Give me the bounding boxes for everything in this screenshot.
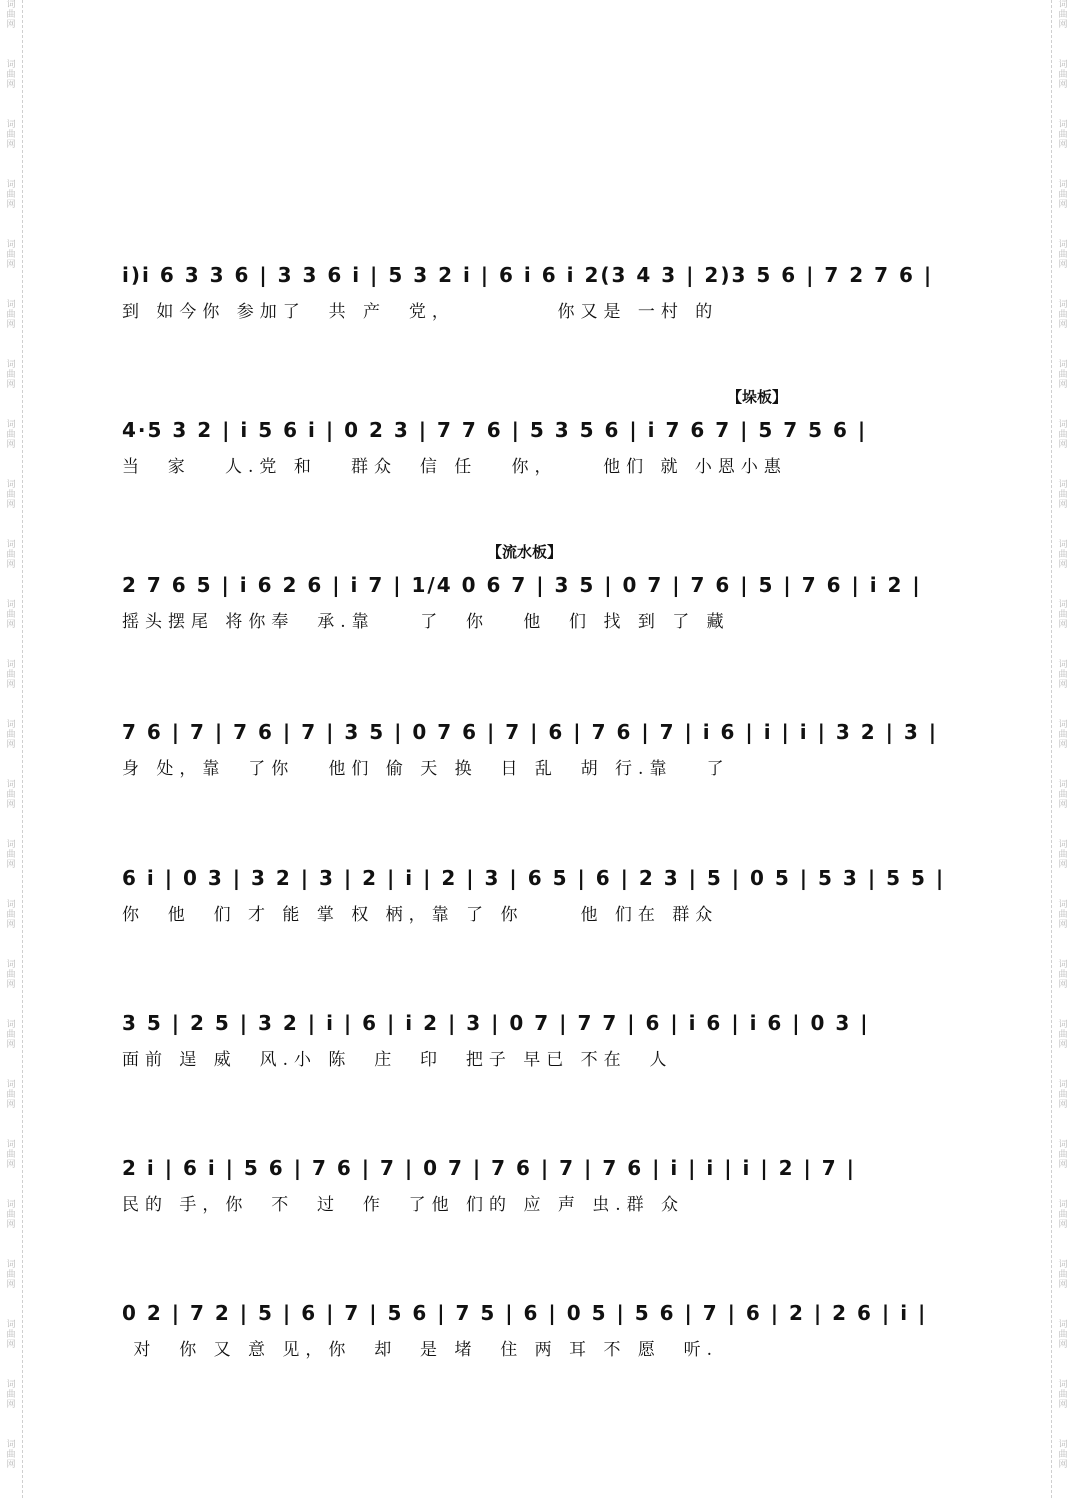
watermark-mark: [6, 600, 15, 630]
watermark-char: 曲: [6, 1210, 16, 1220]
lyrics-line: 到 如今你 参加了 共 产 党， 你又是 一村 的: [122, 302, 719, 322]
watermark-char: 曲: [6, 370, 16, 380]
watermark-char: 曲: [1058, 490, 1068, 500]
watermark-char: 词: [1058, 60, 1068, 70]
watermark-mark: [6, 0, 15, 30]
watermark-char: 曲: [1058, 730, 1068, 740]
watermark-mark: [1058, 420, 1067, 450]
watermark-char: 曲: [1058, 1390, 1068, 1400]
watermark-char: 曲: [6, 730, 16, 740]
right-watermark-column: [1054, 0, 1072, 1498]
watermark-char: 曲: [1058, 1150, 1068, 1160]
watermark-char: 曲: [1058, 130, 1068, 140]
score-row-7: [122, 1148, 972, 1238]
watermark-char: 曲: [6, 1090, 16, 1100]
notes-line: 2 7 6 5 | i 6 2 6 | i 7 | 1/4 0 6 7 | 3 5 | 0 7 | 7 6 | 5 | 7 6 | i 2 |: [122, 573, 922, 597]
watermark-char: 曲: [6, 1330, 16, 1340]
watermark-char: 词: [1058, 1200, 1068, 1210]
watermark-char: 网: [6, 1400, 16, 1410]
watermark-char: 网: [6, 740, 16, 750]
watermark-char: 词: [1058, 120, 1068, 130]
watermark-mark: [1058, 0, 1067, 30]
watermark-char: 网: [1058, 980, 1068, 990]
watermark-mark: [1058, 1260, 1067, 1290]
watermark-char: 网: [6, 1460, 16, 1470]
watermark-char: 词: [6, 360, 16, 370]
left-border-line: [22, 0, 23, 1498]
watermark-char: 网: [6, 380, 16, 390]
watermark-char: 词: [6, 1260, 16, 1270]
watermark-char: 网: [6, 20, 16, 30]
watermark-mark: [6, 180, 15, 210]
watermark-mark: [6, 240, 15, 270]
watermark-mark: [6, 1140, 15, 1170]
score-row-3: [122, 543, 972, 655]
watermark-char: 网: [6, 1220, 16, 1230]
watermark-char: 网: [6, 980, 16, 990]
watermark-char: 曲: [6, 790, 16, 800]
watermark-char: 词: [6, 120, 16, 130]
lyrics-line: 你 他 们 才 能 掌 权 柄，靠 了 你 他 们在 群众: [122, 905, 719, 925]
watermark-char: 词: [6, 540, 16, 550]
watermark-mark: [6, 1200, 15, 1230]
watermark-mark: [1058, 1140, 1067, 1170]
score-row-8: [122, 1293, 972, 1383]
watermark-char: 曲: [1058, 610, 1068, 620]
watermark-char: 网: [6, 500, 16, 510]
watermark-char: 网: [6, 920, 16, 930]
watermark-char: 词: [1058, 1440, 1068, 1450]
watermark-mark: [6, 960, 15, 990]
watermark-mark: [1058, 900, 1067, 930]
watermark-char: 曲: [1058, 1450, 1068, 1460]
watermark-mark: [6, 720, 15, 750]
watermark-char: 曲: [1058, 670, 1068, 680]
watermark-mark: [1058, 720, 1067, 750]
watermark-char: 曲: [1058, 1330, 1068, 1340]
watermark-char: 词: [1058, 1080, 1068, 1090]
notes-line: i)i 6 3 3 6 | 3 3 6 i | 5 3 2 i | 6 i 6 i 2(3 4 3 | 2)3 5 6 | 7 2 7 6 |: [122, 263, 934, 287]
right-border-line: [1051, 0, 1052, 1498]
watermark-char: 网: [6, 1340, 16, 1350]
watermark-char: 网: [6, 1100, 16, 1110]
watermark-char: 网: [1058, 80, 1068, 90]
watermark-char: 曲: [1058, 1210, 1068, 1220]
watermark-char: 网: [1058, 500, 1068, 510]
watermark-char: 网: [6, 860, 16, 870]
watermark-char: 网: [1058, 1100, 1068, 1110]
watermark-char: 词: [6, 420, 16, 430]
watermark-char: 曲: [6, 610, 16, 620]
watermark-char: 网: [1058, 920, 1068, 930]
watermark-char: 词: [6, 600, 16, 610]
watermark-mark: [6, 1020, 15, 1050]
watermark-char: 曲: [1058, 970, 1068, 980]
watermark-char: 网: [1058, 740, 1068, 750]
watermark-char: 曲: [6, 70, 16, 80]
watermark-char: 词: [6, 480, 16, 490]
watermark-char: 词: [6, 300, 16, 310]
watermark-char: 词: [1058, 360, 1068, 370]
watermark-char: 词: [1058, 180, 1068, 190]
watermark-char: 网: [1058, 440, 1068, 450]
notes-line: 6 i | 0 3 | 3 2 | 3 | 2 | i | 2 | 3 | 6 5 | 6 | 2 3 | 5 | 0 5 | 5 3 | 5 5 |: [122, 866, 946, 890]
score-row-5: [122, 858, 972, 948]
watermark-char: 词: [6, 960, 16, 970]
watermark-char: 网: [1058, 560, 1068, 570]
watermark-mark: [6, 900, 15, 930]
watermark-char: 网: [6, 1160, 16, 1170]
notes-line: 7 6 | 7 | 7 6 | 7 | 3 5 | 0 7 6 | 7 | 6 | 7 6 | 7 | i 6 | i | i | 3 2 | 3 |: [122, 720, 939, 744]
watermark-char: 词: [6, 60, 16, 70]
watermark-mark: [6, 360, 15, 390]
watermark-mark: [1058, 1020, 1067, 1050]
watermark-char: 词: [6, 660, 16, 670]
lyrics-line: 身 处，靠 了你 他们 偷 天 换 日 乱 胡 行.靠 了: [122, 759, 730, 779]
score-row-6: [122, 1003, 972, 1093]
watermark-char: 网: [6, 1280, 16, 1290]
watermark-char: 词: [6, 840, 16, 850]
watermark-char: 词: [6, 1440, 16, 1450]
watermark-char: 曲: [1058, 1030, 1068, 1040]
watermark-char: 网: [6, 80, 16, 90]
watermark-char: 曲: [1058, 910, 1068, 920]
lyrics-line: 对 你 又 意 见，你 却 是 堵 住 两 耳 不 愿 听.: [122, 1340, 719, 1360]
watermark-mark: [1058, 1080, 1067, 1110]
watermark-char: 词: [1058, 780, 1068, 790]
watermark-char: 词: [1058, 960, 1068, 970]
watermark-char: 网: [1058, 1220, 1068, 1230]
watermark-char: 曲: [6, 130, 16, 140]
watermark-char: 词: [6, 900, 16, 910]
watermark-char: 网: [1058, 200, 1068, 210]
watermark-char: 网: [1058, 800, 1068, 810]
watermark-char: 词: [1058, 840, 1068, 850]
notes-line: 4·5 3 2 | i 5 6 i | 0 2 3 | 7 7 6 | 5 3 5 6 | i 7 6 7 | 5 7 5 6 |: [122, 418, 868, 442]
watermark-char: 曲: [6, 670, 16, 680]
watermark-char: 网: [1058, 20, 1068, 30]
watermark-mark: [1058, 840, 1067, 870]
watermark-char: 词: [6, 780, 16, 790]
watermark-char: 网: [1058, 620, 1068, 630]
watermark-char: 曲: [1058, 310, 1068, 320]
watermark-char: 词: [1058, 420, 1068, 430]
watermark-char: 词: [1058, 1260, 1068, 1270]
watermark-char: 词: [1058, 540, 1068, 550]
watermark-char: 网: [1058, 320, 1068, 330]
watermark-char: 曲: [6, 10, 16, 20]
watermark-char: 曲: [6, 1450, 16, 1460]
watermark-char: 曲: [6, 1390, 16, 1400]
watermark-mark: [6, 300, 15, 330]
watermark-char: 曲: [6, 250, 16, 260]
lyrics-line: 民的 手，你 不 过 作 了他 们的 应 声 虫.群 众: [122, 1195, 685, 1215]
watermark-char: 词: [6, 1320, 16, 1330]
watermark-mark: [1058, 60, 1067, 90]
watermark-char: 词: [6, 1200, 16, 1210]
lyrics-line: 当 家 人.党 和 群众 信 任 你， 他们 就 小恩小惠: [122, 457, 787, 477]
watermark-char: 网: [1058, 1340, 1068, 1350]
watermark-char: 网: [6, 200, 16, 210]
watermark-mark: [1058, 1380, 1067, 1410]
watermark-char: 词: [6, 1380, 16, 1390]
watermark-char: 网: [6, 680, 16, 690]
watermark-mark: [6, 1260, 15, 1290]
watermark-mark: [6, 660, 15, 690]
watermark-mark: [6, 840, 15, 870]
watermark-char: 词: [1058, 0, 1068, 10]
watermark-mark: [6, 1380, 15, 1410]
watermark-char: 词: [1058, 660, 1068, 670]
watermark-char: 曲: [6, 490, 16, 500]
score-row-2: [122, 388, 972, 500]
watermark-char: 曲: [6, 310, 16, 320]
watermark-char: 词: [6, 1020, 16, 1030]
watermark-mark: [1058, 360, 1067, 390]
watermark-char: 曲: [1058, 250, 1068, 260]
score-row-4: [122, 712, 972, 802]
watermark-char: 曲: [1058, 190, 1068, 200]
watermark-char: 词: [1058, 720, 1068, 730]
watermark-char: 词: [1058, 1380, 1068, 1390]
watermark-char: 网: [6, 560, 16, 570]
watermark-char: 曲: [6, 430, 16, 440]
watermark-char: 网: [6, 620, 16, 630]
watermark-mark: [1058, 1440, 1067, 1470]
watermark-char: 网: [6, 800, 16, 810]
watermark-char: 网: [1058, 1040, 1068, 1050]
watermark-char: 曲: [1058, 550, 1068, 560]
notes-line: 2 i | 6 i | 5 6 | 7 6 | 7 | 0 7 | 7 6 | 7 | 7 6 | i | i | i | 2 | 7 |: [122, 1156, 856, 1180]
watermark-char: 词: [6, 180, 16, 190]
watermark-char: 网: [6, 320, 16, 330]
watermark-mark: [6, 420, 15, 450]
left-watermark-column: [2, 0, 20, 1498]
watermark-char: 词: [1058, 1320, 1068, 1330]
watermark-char: 词: [1058, 240, 1068, 250]
watermark-char: 网: [6, 440, 16, 450]
watermark-char: 词: [1058, 480, 1068, 490]
watermark-mark: [1058, 780, 1067, 810]
lyrics-line: 面前 逞 威 风.小 陈 庄 印 把子 早已 不在 人: [122, 1050, 673, 1070]
watermark-char: 曲: [1058, 790, 1068, 800]
tempo-marking: 【垛板】: [727, 388, 788, 406]
watermark-char: 词: [6, 0, 16, 10]
watermark-char: 曲: [1058, 370, 1068, 380]
watermark-char: 网: [1058, 140, 1068, 150]
watermark-char: 曲: [6, 970, 16, 980]
watermark-char: 网: [1058, 1400, 1068, 1410]
watermark-char: 网: [1058, 680, 1068, 690]
watermark-char: 网: [1058, 1280, 1068, 1290]
lyrics-line: 摇头摆尾 将你奉 承.靠 了 你 他 们 找 到 了 藏: [122, 612, 730, 632]
watermark-char: 曲: [6, 1030, 16, 1040]
watermark-mark: [6, 120, 15, 150]
watermark-char: 词: [6, 240, 16, 250]
watermark-mark: [1058, 600, 1067, 630]
watermark-mark: [6, 1440, 15, 1470]
watermark-mark: [1058, 480, 1067, 510]
watermark-mark: [1058, 960, 1067, 990]
watermark-char: 网: [6, 1040, 16, 1050]
watermark-mark: [1058, 120, 1067, 150]
watermark-char: 曲: [1058, 850, 1068, 860]
watermark-mark: [1058, 180, 1067, 210]
watermark-char: 词: [1058, 600, 1068, 610]
watermark-mark: [1058, 240, 1067, 270]
watermark-mark: [1058, 540, 1067, 570]
score-row-1: [122, 255, 972, 345]
watermark-char: 网: [1058, 1460, 1068, 1470]
watermark-char: 词: [6, 1140, 16, 1150]
tempo-marking: 【流水板】: [487, 543, 563, 561]
watermark-char: 网: [1058, 380, 1068, 390]
watermark-char: 网: [1058, 1160, 1068, 1170]
watermark-char: 曲: [6, 550, 16, 560]
watermark-char: 曲: [1058, 1090, 1068, 1100]
watermark-mark: [6, 480, 15, 510]
watermark-mark: [1058, 300, 1067, 330]
watermark-mark: [6, 1320, 15, 1350]
watermark-mark: [1058, 1200, 1067, 1230]
watermark-char: 词: [1058, 900, 1068, 910]
watermark-char: 曲: [6, 850, 16, 860]
watermark-char: 词: [1058, 1020, 1068, 1030]
watermark-char: 网: [1058, 860, 1068, 870]
notes-line: 3 5 | 2 5 | 3 2 | i | 6 | i 2 | 3 | 0 7 | 7 7 | 6 | i 6 | i 6 | 0 3 |: [122, 1011, 870, 1035]
watermark-char: 网: [1058, 260, 1068, 270]
watermark-char: 词: [1058, 300, 1068, 310]
watermark-mark: [1058, 660, 1067, 690]
watermark-char: 曲: [6, 1270, 16, 1280]
watermark-char: 词: [6, 720, 16, 730]
watermark-mark: [6, 60, 15, 90]
watermark-char: 词: [1058, 1140, 1068, 1150]
watermark-char: 曲: [1058, 10, 1068, 20]
watermark-char: 曲: [1058, 430, 1068, 440]
watermark-char: 曲: [6, 910, 16, 920]
watermark-char: 曲: [6, 1150, 16, 1160]
watermark-mark: [6, 780, 15, 810]
watermark-mark: [6, 540, 15, 570]
watermark-char: 曲: [1058, 70, 1068, 80]
watermark-char: 网: [6, 260, 16, 270]
watermark-char: 曲: [6, 190, 16, 200]
watermark-char: 曲: [1058, 1270, 1068, 1280]
watermark-char: 网: [6, 140, 16, 150]
watermark-char: 词: [6, 1080, 16, 1090]
watermark-mark: [1058, 1320, 1067, 1350]
watermark-mark: [6, 1080, 15, 1110]
notes-line: 0 2 | 7 2 | 5 | 6 | 7 | 5 6 | 7 5 | 6 | 0 5 | 5 6 | 7 | 6 | 2 | 2 6 | i |: [122, 1301, 928, 1325]
